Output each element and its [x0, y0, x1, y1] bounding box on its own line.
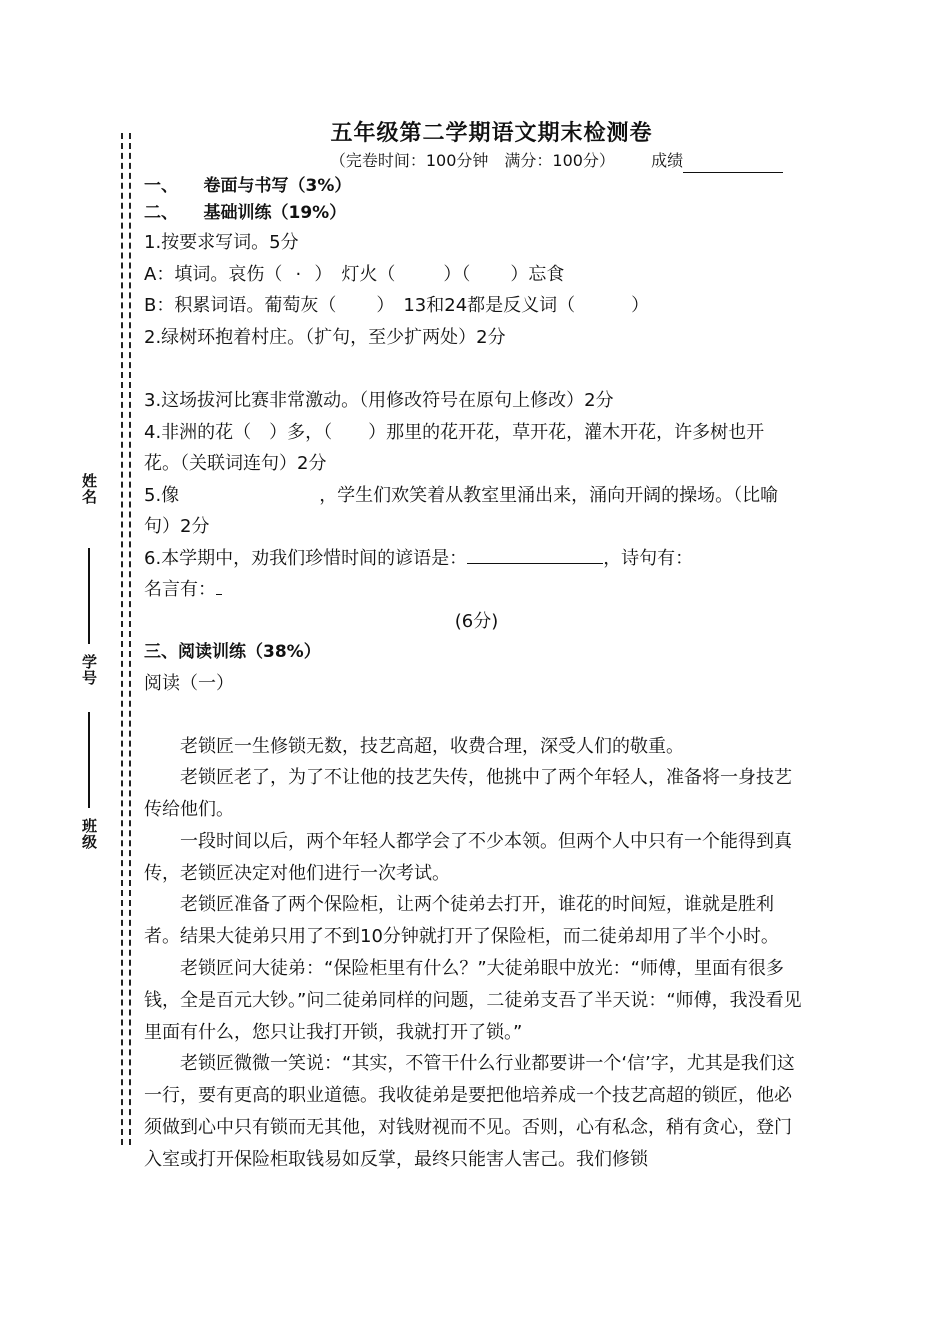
- q6-proverb-prompt: 6.本学期中，劝我们珍惜时间的谚语是：: [144, 547, 468, 569]
- q6-proverb-blank[interactable]: [467, 545, 603, 564]
- question-6-quotes: [144, 574, 809, 606]
- student-id-label: 学号: [80, 654, 98, 687]
- q1b-text-2: ） 13和24都是反义词（: [376, 295, 576, 316]
- q6-quote-prompt: 名言有：: [144, 579, 216, 600]
- question-4-line-1: 4.非洲的花（ ）多，（ ）那里的花开花，草开花，灌木开花，许多树也开: [144, 421, 765, 443]
- question-6-score: (6分): [454, 610, 499, 632]
- reading-paragraph: 老锁匠微微一笑说：“其实，不管干什么行业都要讲一个‘信’字，尤其是我们这一行，要有更高的职业道德。我收徒弟是要把他培养成一个技艺高超的锁匠，他必须做到心中只有锁而无其他，对钱财视而不见。否则，心有私念，稍有贪心，登门入室或打开保险柜取钱易如反掌，最终只能害人害己。我们修锁: [144, 1053, 795, 1170]
- question-2: 2.绿树环抱着村庄。（扩句，至少扩两处）2分: [144, 326, 506, 348]
- student-id-blank-line[interactable]: [88, 712, 90, 808]
- question-5-line-2: 句）2分: [144, 516, 210, 537]
- section-2-heading: 二、 基础训练（19%）: [144, 203, 347, 223]
- binding-dash-line-outer: [121, 133, 123, 1145]
- score-label: 成绩: [651, 151, 684, 170]
- page-title: 五年级第二学期语文期末检测卷: [330, 121, 653, 146]
- q1a-text-2: ） 灯火（: [314, 263, 396, 285]
- exam-meta: [304, 149, 809, 173]
- q1a-text-3: ）（: [443, 263, 471, 285]
- q5-text: ，学生们欢笑着从教室里涌出来，涌向开阔的操场。（比喻: [319, 484, 779, 506]
- question-1b: [144, 290, 809, 322]
- q1b-prompt: B：积累词语。葡萄灰（: [144, 295, 337, 316]
- score-blank[interactable]: [683, 157, 783, 173]
- student-id-field: [78, 544, 100, 686]
- q6-quote-blank[interactable]: [216, 578, 222, 595]
- question-3: 3.这场拔河比赛非常激动。（用修改符号在原句上修改）2分: [144, 390, 614, 411]
- q1b-text-3: ）: [631, 295, 650, 316]
- question-6: [144, 543, 809, 575]
- binding-dash-line-inner: [129, 133, 131, 1145]
- class-label: 班级: [80, 818, 98, 851]
- class-field: [78, 708, 100, 850]
- question-5-line-1: [144, 480, 809, 512]
- q1a-blank-1[interactable]: ·: [295, 263, 302, 285]
- q1a-prompt: A：填词。哀伤（: [144, 263, 283, 285]
- reading-paragraph: 老锁匠老了，为了不让他的技艺失传，他挑中了两个年轻人，准备将一身技艺传给他们。: [144, 767, 792, 821]
- question-1: 1.按要求写词。5分: [144, 232, 299, 253]
- answer-space-q2[interactable]: [144, 353, 809, 385]
- reading-paragraph: 老锁匠准备了两个保险柜，让两个徒弟去打开，谁花的时间短，谁就是胜利者。结果大徒弟只用了不到10分钟就打开了保险柜，而二徒弟却用了半个小时。: [144, 894, 779, 948]
- section-3-heading: 三、阅读训练（38%）: [144, 642, 321, 662]
- reading-paragraph: 老锁匠问大徒弟：“保险柜里有什么？”大徒弟眼中放光：“师傅，里面有很多钱，全是百元大钞。”问二徒弟同样的问题，二徒弟支吾了半天说：“师傅，我没看见里面有什么，您只让我打开锁，我就打开了锁。”: [144, 958, 802, 1043]
- reading-paragraph: 一段时间以后，两个年轻人都学会了不少本领。但两个人中只有一个能得到真传，老锁匠决定对他们进行一次考试。: [144, 830, 792, 884]
- name-field: [78, 473, 100, 505]
- name-blank-line[interactable]: [88, 548, 90, 644]
- q5-prefix: 5.像: [144, 484, 180, 506]
- section-1-heading: 一、 卷面与书写（3%）: [144, 176, 352, 196]
- q1a-text-4: ）忘食: [510, 263, 565, 285]
- question-4-line-2: 花。（关联词连句）2分: [144, 453, 327, 474]
- question-1a: [144, 259, 809, 291]
- reading-heading: 阅读（一）: [144, 673, 234, 694]
- reading-paragraph: 老锁匠一生修锁无数，技艺高超，收费合理，深受人们的敬重。: [180, 735, 684, 757]
- exam-paper: [144, 110, 809, 1176]
- exam-time-info: （完卷时间：100分钟 满分：100分）: [329, 151, 615, 170]
- q6-poem-prompt: ，诗句有：: [603, 547, 694, 569]
- name-label: 姓名: [80, 473, 98, 505]
